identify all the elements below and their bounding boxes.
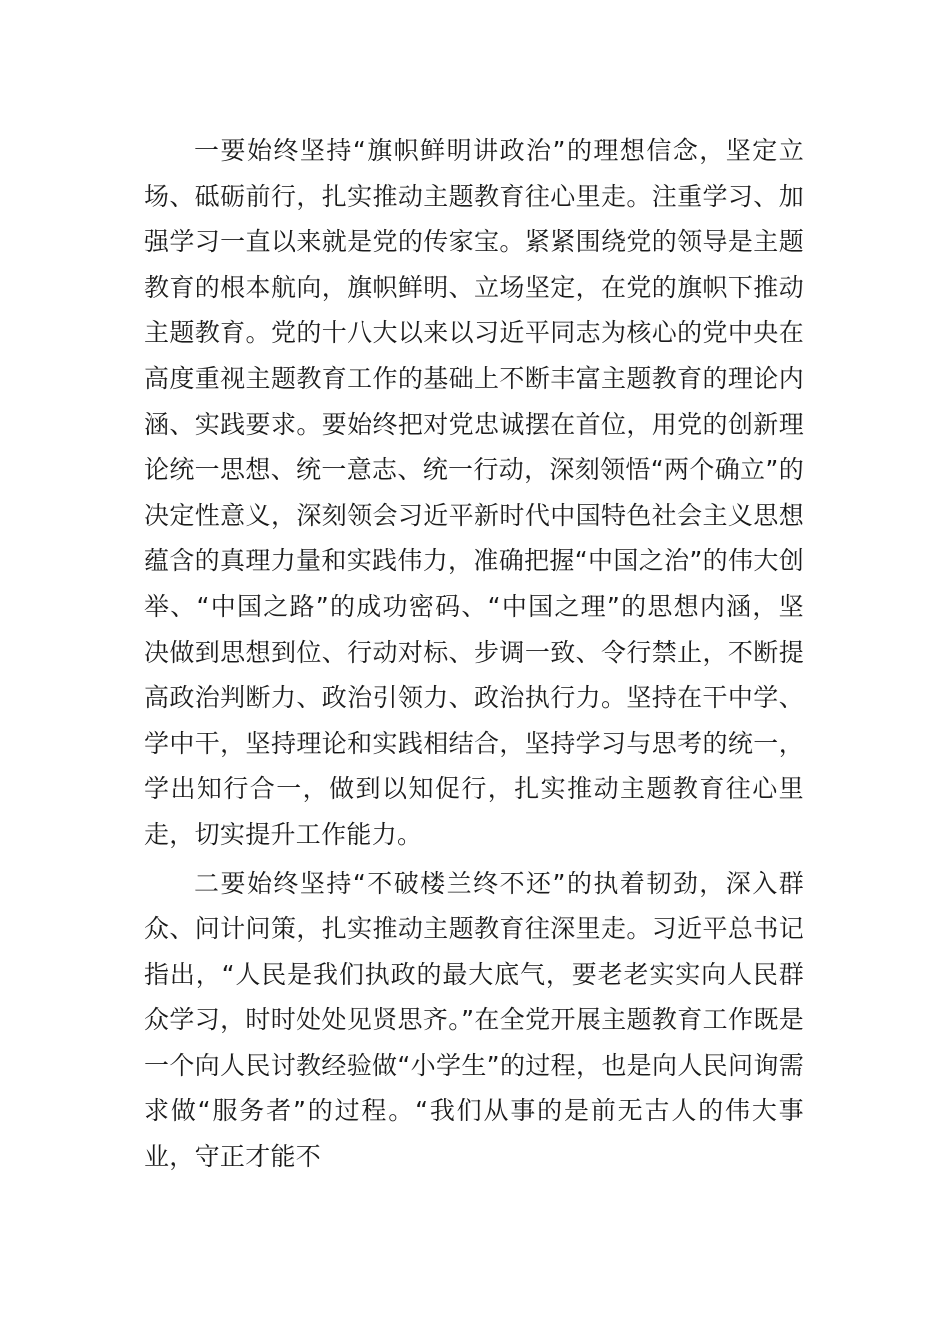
- paragraph-1: 一要始终坚持“旗帜鲜明讲政治”的理想信念，坚定立场、砥砺前行，扎实推动主题教育往心里走。注重学习、加强学习一直以来就是党的传家宝。紧紧围绕党的领导是主题教育的根本航向，旗帜鲜明、立场坚定，在党的旗帜下推动主题教育。党的十八大以来以习近平同志为核心的党中央在高度重视主题教育工作的基础上不断丰富主题教育的理论内涵、实践要求。要始终把对党忠诚摆在首位，用党的创新理论统一思想、统一意志、统一行动，深刻领悟“两个确立”的决定性意义，深刻领会习近平新时代中国特色社会主义思想蕴含的真理力量和实践伟力，准确把握“中国之治”的伟大创举、“中国之路”的成功密码、“中国之理”的思想内涵，坚决做到思想到位、行动对标、步调一致、令行禁止，不断提高政治判断力、政治引领力、政治执行力。坚持在干中学、学中干，坚持理论和实践相结合，坚持学习与思考的统一，学出知行合一，做到以知促行，扎实推动主题教育往心里走，切实提升工作能力。: [144, 136, 804, 849]
- paragraph-2: 二要始终坚持“不破楼兰终不还”的执着韧劲，深入群众、问计问策，扎实推动主题教育往深里走。习近平总书记指出，“人民是我们执政的最大底气，要老老实实向人民群众学习，时时处处见贤思齐。”在全党开展主题教育工作既是一个向人民讨教经验做“小学生”的过程，也是向人民问询需求做“服务者”的过程。“我们从事的是前无古人的伟大事业，守正才能不: [144, 868, 804, 1172]
- document-body: [144, 128, 804, 1180]
